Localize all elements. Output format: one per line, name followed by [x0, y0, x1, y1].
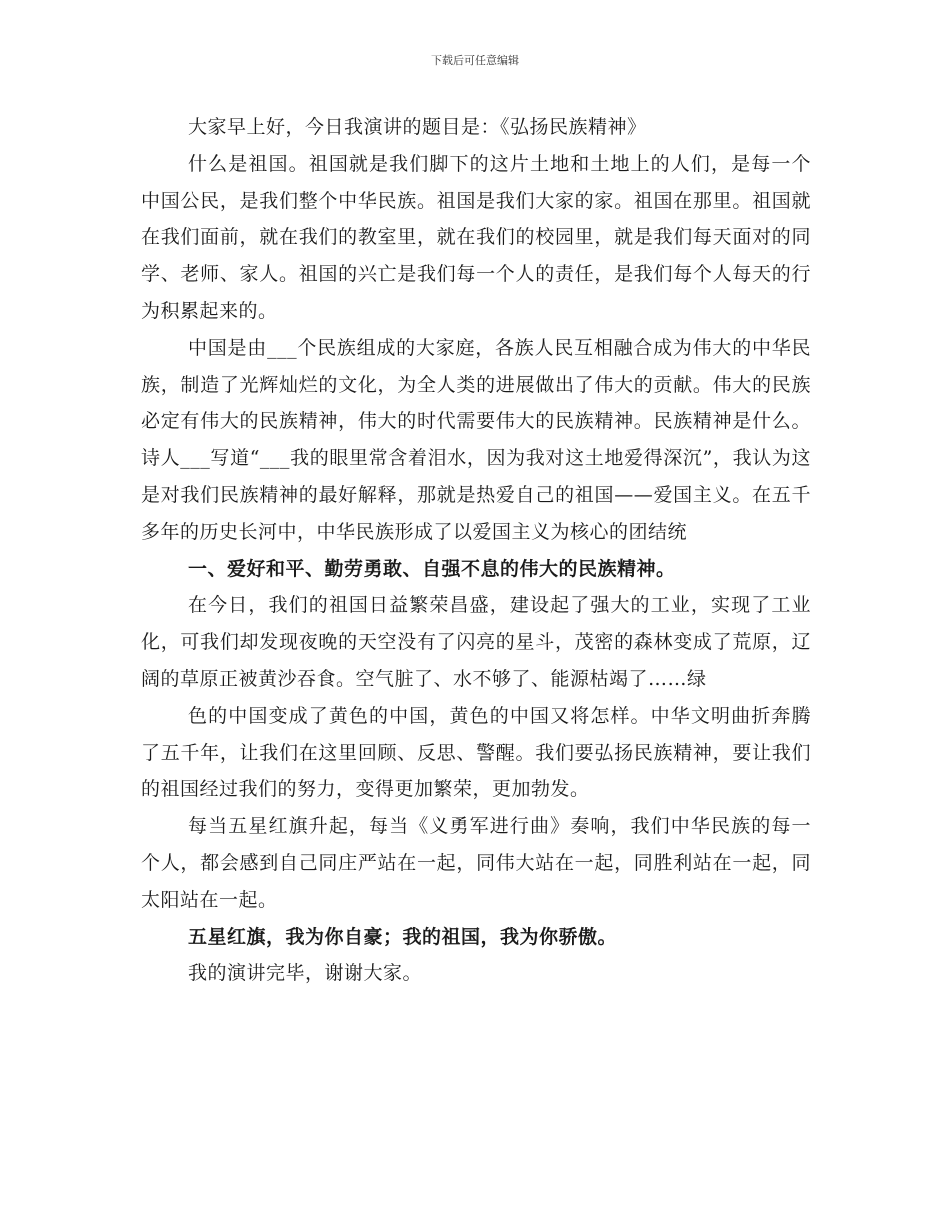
paragraph-today: 在今日，我们的祖国日益繁荣昌盛，建设起了强大的工业，实现了工业化，可我们却发现夜晚的天空没有了闪亮的星斗，茂密的森林变成了荒原，辽阔的草原正被黄沙吞食。空气脏了、水不够了、能源枯竭了……绿	[141, 594, 811, 690]
section-heading-national-spirit: 一、爱好和平、勤劳勇敢、自强不息的伟大的民族精神。	[188, 557, 676, 580]
paragraph-what-is-motherland: 什么是祖国。祖国就是我们脚下的这片土地和土地上的人们，是每一个中国公民，是我们整个中华民族。祖国是我们大家的家。祖国在那里。祖国就在我们面前，就在我们的教室里，就在我们的校园里，就是我们每天面对的同学、老师、家人。祖国的兴亡是我们每一个人的责任，是我们每个人每天的行为积累起来的。	[141, 152, 811, 322]
paragraph-chinese-nation: 中国是由___个民族组成的大家庭，各族人民互相融合成为伟大的中华民族，制造了光辉灿烂的文化，为全人类的进展做出了伟大的贡献。伟大的民族必定有伟大的民族精神，伟大的时代需要伟大的民族精神。民族精神是什么。诗人___写道“___我的眼里常含着泪水，因为我对这土地爱得深沉”，我认为这是对我们民族精神的最好解释，那就是热爱自己的祖国——爱国主义。在五千多年的历史长河中，中华民族形成了以爱国主义为核心的团结统	[141, 336, 811, 543]
paragraph-greeting: 大家早上好，今日我演讲的题目是：《弘扬民族精神》	[188, 116, 647, 138]
paragraph-closing: 我的演讲完毕，谢谢大家。	[188, 962, 423, 985]
paragraph-proud-statement: 五星红旗，我为你自豪；我的祖国，我为你骄傲。	[188, 925, 618, 948]
document-body	[141, 109, 811, 992]
paragraph-five-star-flag: 每当五星红旗升起，每当《义勇军进行曲》奏响，我们中华民族的每一个人，都会感到自己同庄严站在一起，同伟大站在一起，同胜利站在一起，同太阳站在一起。	[141, 815, 811, 911]
paragraph-yellow-china: 色的中国变成了黄色的中国，黄色的中国又将怎样。中华文明曲折奔腾了五千年，让我们在这里回顾、反思、警醒。我们要弘扬民族精神，要让我们的祖国经过我们的努力，变得更加繁荣，更加勃发。	[141, 704, 811, 801]
page-header: 下载后可任意编辑	[431, 54, 519, 67]
